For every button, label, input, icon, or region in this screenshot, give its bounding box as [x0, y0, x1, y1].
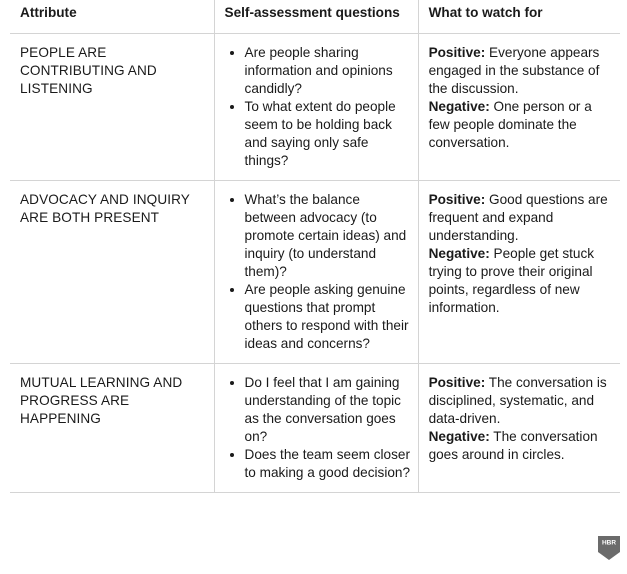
attribute-cell: [10, 34, 214, 181]
positive-text: Good questions are frequent and expand understanding.: [428, 192, 608, 243]
question-item: • Do I feel that I am gaining understanding of the topic as the conversation goes on?: [245, 374, 412, 446]
negative-text: The conversation goes around in circles.: [428, 429, 598, 462]
negative-line: [429, 245, 610, 317]
positive-text: Everyone appears engaged in the substance of the discussion.: [428, 45, 600, 96]
question-item: • Does the team seem closer to making a good decision?: [245, 446, 412, 482]
assessment-table: [10, 0, 620, 493]
header-watch: What to watch for: [418, 0, 620, 34]
positive-text: The conversation is disciplined, systematic, and data-driven.: [428, 375, 607, 426]
attribute-text: MUTUAL LEARNING AND PROGRESS ARE HAPPENING: [20, 375, 183, 426]
question-item: • What’s the balance between advocacy (to promote certain ideas) and inquiry (to understand them)?: [245, 191, 412, 281]
negative-label: Negative:: [428, 429, 490, 444]
positive-line: [429, 191, 610, 245]
attribute-text: PEOPLE ARE CONTRIBUTING AND LISTENING: [20, 45, 157, 96]
positive-label: Positive:: [428, 192, 486, 207]
header-row: [10, 0, 620, 34]
questions-cell: [214, 34, 418, 181]
positive-label: Positive:: [428, 45, 486, 60]
watch-cell: [418, 364, 620, 493]
question-item: • To what extent do people seem to be holding back and saying only safe things?: [245, 98, 412, 170]
watch-cell: [418, 181, 620, 364]
header-attribute: Attribute: [10, 0, 214, 34]
hbr-logo-text: HBR: [601, 539, 617, 547]
hbr-logo: [598, 536, 620, 560]
questions-cell: [214, 181, 418, 364]
table-row: [10, 364, 620, 493]
negative-text: People get stuck trying to prove their original points, regardless of new information.: [428, 246, 595, 315]
negative-line: [429, 428, 610, 464]
question-list: [221, 44, 412, 170]
table-row: [10, 181, 620, 364]
attribute-text: ADVOCACY AND INQUIRY ARE BOTH PRESENT: [20, 192, 190, 225]
questions-cell: [214, 364, 418, 493]
question-item: • Are people asking genuine questions that prompt others to respond with their ideas and concerns?: [245, 281, 412, 353]
negative-line: [429, 98, 610, 152]
positive-line: [429, 374, 610, 428]
positive-line: [429, 44, 610, 98]
attribute-cell: [10, 181, 214, 364]
negative-label: Negative:: [428, 246, 490, 261]
question-list: [221, 374, 412, 482]
positive-label: Positive:: [428, 375, 486, 390]
negative-label: Negative:: [428, 99, 490, 114]
header-questions: Self-assessment questions: [214, 0, 418, 34]
negative-text: One person or a few people dominate the conversation.: [428, 99, 592, 150]
attribute-cell: [10, 364, 214, 493]
watch-cell: [418, 34, 620, 181]
question-list: [221, 191, 412, 353]
question-item: • Are people sharing information and opinions candidly?: [245, 44, 412, 98]
table-row: [10, 34, 620, 181]
